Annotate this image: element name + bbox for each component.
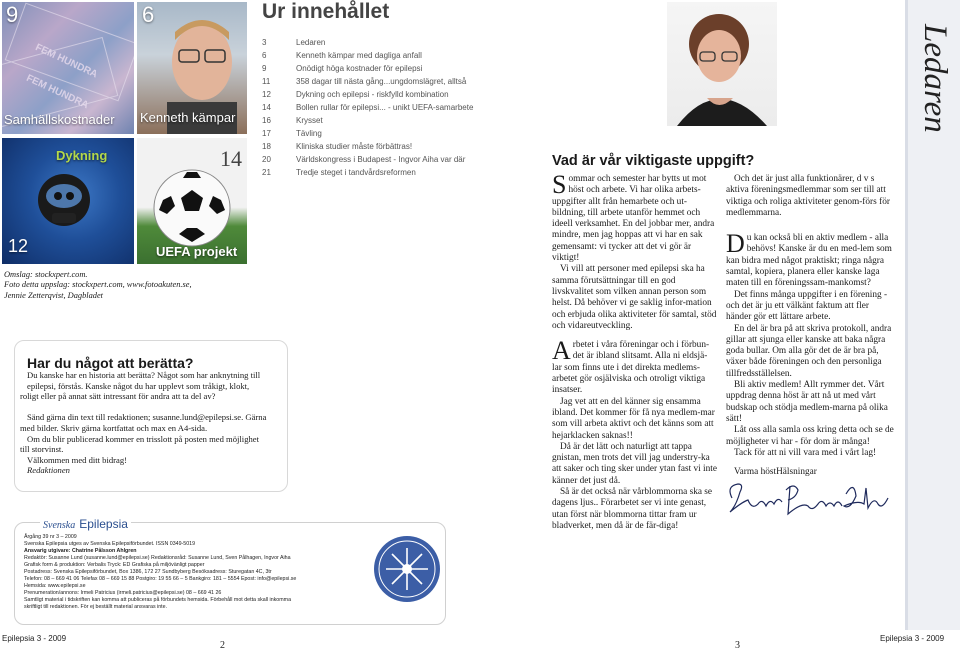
editorial-paragraph [552,397,717,442]
editorial-heading: Vad är vår viktigaste uppgift? [552,153,755,169]
editorial-paragraph [552,336,717,396]
editorial-paragraph [552,170,717,264]
paragraph-text: Då är det lätt och naturligt att tappa gnistan, men trots det vill jag understry-ka att saker och ting sker under ytan fast vi inte känner det just då. [552,441,717,486]
toc-page: 9 [262,64,267,73]
story-line: Du kanske har en historia att berätta? Något som har anknytning till [27,370,261,380]
story-line [27,402,317,413]
page-number-right: 3 [735,640,740,651]
toc-text: Tredje steget i tandvårdsreformen [296,168,416,177]
toc-title: Ur innehållet [262,0,390,23]
story-line: Sänd gärna din text till redaktionen; susanne.lund@epilepsi.se. Gärna [27,412,267,423]
photo-credits [4,270,192,301]
diver-label: Dykning [56,148,108,163]
editorial-column-2 [726,174,894,478]
magazine-logo [40,515,131,533]
toc-page: 6 [262,51,267,60]
toc-text: Kenneth kämpar med dagliga anfall [296,51,422,60]
editorial-paragraph [726,290,894,324]
editorial-paragraph [552,487,717,532]
editorial-paragraph [726,459,894,467]
story-line: Välkommen med ditt bidrag! [27,454,127,465]
toc-text: Tävling [296,129,322,138]
toc-text: Dykning och epilepsi - riskfylld kombination [296,90,449,99]
paragraph-text: Varma höstHälsningar [734,467,817,478]
impressum-line: Grafisk form & produktion: Verbalis Tryck: ED Grafiska på miljövänligt papper [24,562,205,568]
editorial-paragraph [726,324,894,380]
toc-text: 358 dagar till nästa gång...ungdomslägret, alltså [296,77,467,86]
toc-text: Bollen rullar för epilepsi... - unikt UEFA-samarbete [296,103,474,112]
money-page-number: 9 [6,2,19,27]
story-line: epilepsi, förstås. Kanske något du har upplevt som tråkigt, klokt, [27,380,250,391]
paragraph-text: u kan också bli en aktiv medlem - alla behövs! Kanske är du en med-lem som kan bidra med något praktiskt; ringa några samtal, kopiera, planera eller kanske laga maten till en föreningssam-mankomst? [726,233,892,289]
credit-line: Foto detta uppslag: stockxpert.com, www.fotoakuten.se, [4,280,192,290]
toc-page: 11 [262,77,271,86]
editorial-paragraph [726,229,894,289]
toc-text: Onödigt höga kostnader för epilepsi [296,64,423,73]
logo-name: Epilepsia [79,517,128,531]
footer-left: Epilepsia 3 - 2009 [2,634,67,643]
footer-right: Epilepsia 3 - 2009 [880,634,945,643]
section-label: Ledaren [917,24,953,133]
paragraph-text: Låt oss alla samla oss kring detta och se de möjligheter vi har - för dom är många! [726,425,894,447]
toc-page: 12 [262,90,271,99]
toc-page: 16 [262,116,271,125]
dropcap: D [726,229,745,259]
paragraph-text: Tack för att ni vill vara med i vårt lag! [734,447,877,458]
signature-image [724,476,894,526]
toc-text: Ledaren [296,38,326,47]
money-label: Samhällskostnader [4,112,115,127]
svg-text:FEM HUNDRA: FEM HUNDRA [24,72,91,112]
logo-prefix: Svenska [43,520,76,531]
editorial-paragraph [726,380,894,425]
impressum-line: Prenumeration/annons: Irmeli Patricius (irmeli.patricius@epilepsi.se) 08 – 669 41 26 [24,590,222,596]
paragraph-text: Vi vill att personer med epilepsi ska ha samma förutsättningar till en god livskvalitet som vilken annan person som helst. Då behöver vi ge saklig infor-mation och erbjuda olika aktiviteter för samtal, stöd och vidareutveckling. [552,264,717,331]
diver-page-number: 12 [8,236,29,256]
impressum-line: Telefon: 08 – 669 41 06 Telefax 08 – 669 15 88 Postgiro: 19 55 66 – 5 Bankgiro: 181 – 5554 Epost: info@epilepsi.se [24,576,297,582]
toc-page: 21 [262,168,271,177]
paragraph-text: Och det är just alla funktionärer, d v s aktiva föreningsmedlemmar som ser till att viktiga och roliga aktiviteter genom-förs för medlemmarna. [726,174,890,218]
football-label: UEFA projekt [156,244,238,259]
impressum-line: Samtligt material i tidskriften kan komma att publiceras på förbundets hemsida. Förbehåll mot detta skall inkomma [24,597,292,603]
football-page-number: 14 [220,146,242,171]
editorial-paragraph [726,174,894,219]
editorial-paragraph [726,425,894,448]
credit-line: Omslag: stockxpert.com. [4,270,88,279]
toc-page: 20 [262,155,271,164]
toc-page: 3 [262,38,267,47]
portrait-page-number: 6 [142,2,155,27]
paragraph-text: Det finns många uppgifter i en förening - och det är ju ett välkänt faktum att fler händer gör ett lättare arbete. [726,289,888,323]
impressum-line: Årgång 39 nr 3 – 2009 [24,534,77,540]
paragraph-text: Så är det också när vårblommorna ska se dagens ljus.. Förarbetet ser vi inte genast, utan först när blommorna tittar fram ur bladverket, men då är de fär-diga! [552,487,713,531]
paragraph-text: ommar och semester har bytts ut mot höst och arbete. Vi har olika arbets-uppgifter allt från hemarbete och ut-bildning, till arbete utanför hemmet och ideell verksamhet. En del jobbar mer, andra mindre, men jag hoppas att vi har en sak gemensamt: vi tycker att det vi gör är viktigt! [552,174,715,264]
toc-page: 18 [262,142,271,151]
paragraph-text: Bli aktiv medlem! Allt rymmer det. Vårt uppdrag denna höst är att nå ut med vårt budskap och stödja medlem-marna på olika sätt! [726,380,888,424]
epilepsia-emblem-icon [372,534,442,604]
credit-line: Jennie Zetterqvist, Dagbladet [4,290,104,300]
impressum-line: skriftligt till redaktionen. För ej beställt material ansvaras inte. [24,604,168,610]
story-line: till storvinst. [20,444,64,455]
dropcap: A [552,336,571,366]
impressum-line: Ansvarig utgivare: Chatrine Pålsson Ahlgren [24,548,137,554]
dropcap: S [552,170,567,199]
editorial-column-1 [552,170,717,532]
story-line: roligt eller på annat sätt intressant för andra att ta del av? [20,391,216,402]
toc-text: Krysset [296,116,323,125]
editorial-paragraph [726,448,894,459]
impressum-line: Hemsida: www.epilepsi.se [24,583,86,589]
toc-page: 17 [262,129,271,138]
story-line: Redaktionen [27,465,70,476]
paragraph-text: rbetet i våra föreningar och i förbun-det är ibland slitsamt. Alla ni eldsjä-lar som finns ute i det direkta medlems-arbetet gör osjälviska och otroligt viktiga insatser. [552,340,710,396]
paragraph-text: En del är bra på att skriva protokoll, andra gillar att sjunga eller kanske att baka några goda bullar. Om alla gör det de är bra på, växer både föreningen och den personliga tillfredsställelsen. [726,323,892,379]
page-number-left: 2 [220,640,225,651]
toc-page: 14 [262,103,271,112]
impressum-line: Svenska Epilepsia utges av Svenska Epilepsiförbundet. ISSN 0349-5019 [24,541,196,547]
author-photo [667,2,777,126]
editorial-paragraph [552,264,717,332]
toc-text: Kliniska studier måste förbättras! [296,142,413,151]
editorial-paragraph [552,442,717,487]
portrait-label: Kenneth kämpar [140,110,236,125]
story-line: Om du blir publicerad kommer en trisslott på posten med möjlighet [27,433,259,444]
toc-text: Världskongress i Budapest - Ingvor Aiha var där [296,155,466,164]
svg-text:FEM HUNDRA: FEM HUNDRA [33,42,100,81]
story-body [20,370,317,476]
paragraph-text: Jag vet att en del känner sig ensamma ibland. Det kommer för få nya medlem-mar som vill arbeta aktivt och det känns som att hejarklacken saknas!! [552,396,715,441]
story-heading: Har du något att berätta? [27,355,194,371]
story-line: med bilder. Skriv gärna kortfattat och max en A4-sida. [20,422,208,433]
impressum-line: Redaktör: Susanne Lund (susanne.lund@epilepsi.se) Redaktionsråd: Susanne Lund, Sven Pålhagen, Ingvor Aiha [24,555,291,561]
impressum-line: Postadress: Svenska Epilepsiförbundet, Box 1386, 172 27 Sundbyberg Besöksadress: Sturegatan 4C, 3tr [24,569,272,575]
